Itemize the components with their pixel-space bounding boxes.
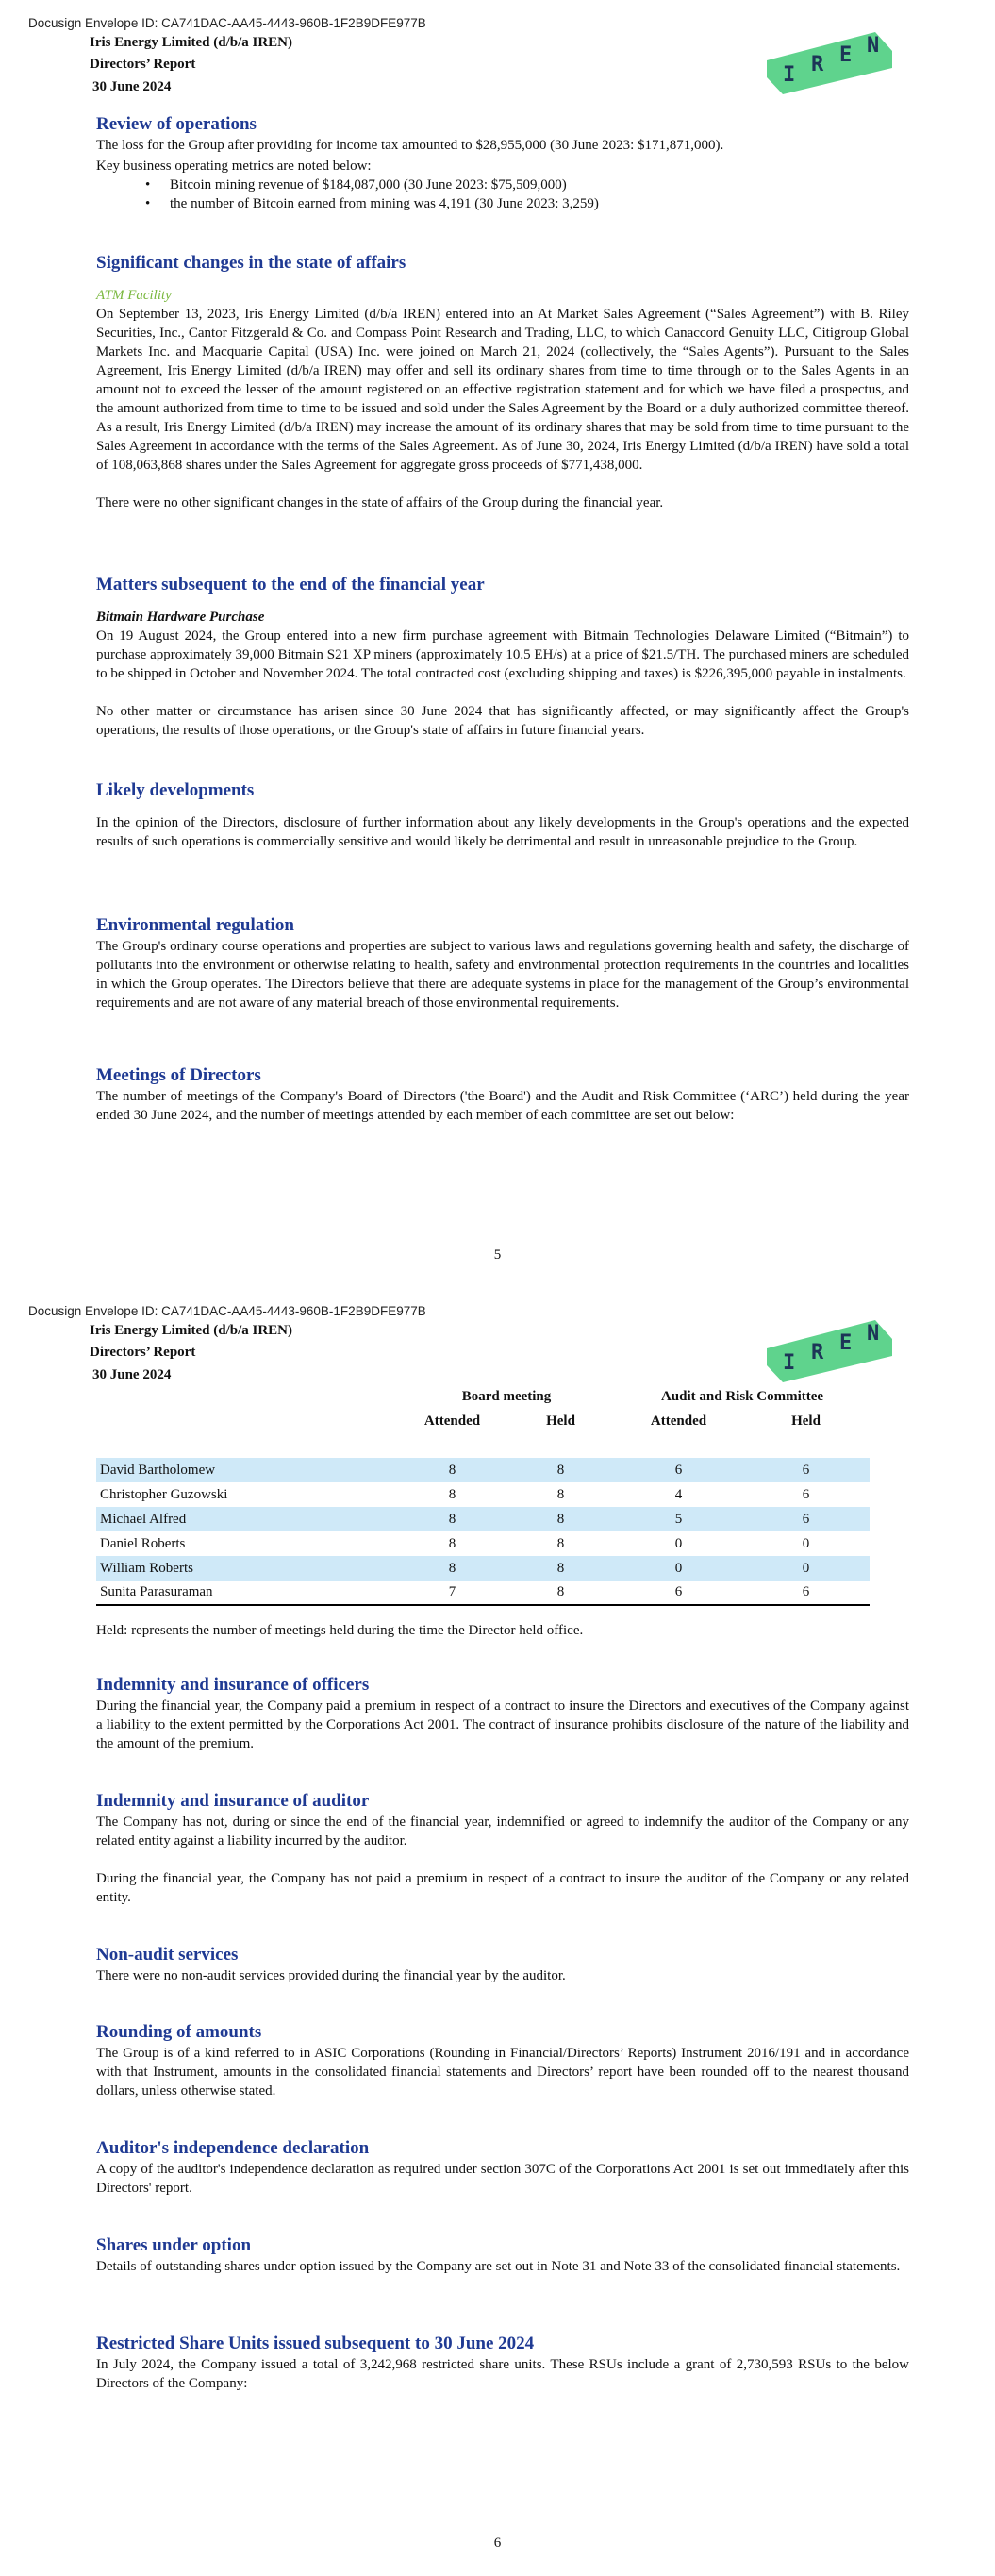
cell-value: 8: [506, 1556, 615, 1581]
director-name: Sunita Parasuraman: [96, 1581, 398, 1605]
table-row: [96, 1482, 870, 1507]
environment-heading: Environmental regulation: [96, 915, 294, 935]
table-row: [96, 1458, 870, 1482]
logo-letter-r: R: [811, 53, 824, 76]
col-header-arc-held: Held: [791, 1413, 821, 1429]
table-row: [96, 1581, 870, 1605]
meetings-heading: Meetings of Directors: [96, 1065, 261, 1085]
rsu-heading: Restricted Share Units issued subsequent to 30 June 2024: [96, 2333, 535, 2353]
iren-logo: [762, 32, 894, 96]
non-audit-text: There were no non-audit services provided during the financial year by the auditor.: [96, 1968, 566, 1983]
meetings-note: Held: represents the number of meetings held during the time the Director held office.: [96, 1623, 584, 1638]
changes-heading: Significant changes in the state of affairs: [96, 253, 406, 273]
shares-option-text: Details of outstanding shares under option issued by the Company are set out in Note 31 and Note 33 of the consolidated financial statements.: [96, 2259, 901, 2274]
rounding-text: The Group is of a kind referred to in ASIC Corporations (Rounding in Financial/Directors’ Reports) Instrument 2016/191 and in accordance with that Instrument, amounts in the consolidated financial statements and Directors’ report have been rounded off to the nearest thousand dollars, unless otherwise stated.: [96, 2046, 909, 2099]
report-title: Directors’ Report: [90, 1345, 196, 1360]
indemnity-auditor-text-2: During the financial year, the Company has not paid a premium in respect of a contract to insure the auditor of the Company or any related entity.: [96, 1871, 909, 1905]
list-item: • the number of Bitcoin earned from mining was 4,191 (30 June 2023: 3,259): [145, 194, 909, 213]
subsequent-section: [96, 574, 909, 740]
board-meeting-header: Board meeting: [461, 1388, 552, 1404]
indemnity-auditor-text-1: The Company has not, during or since the end of the financial year, indemnified or agreed to indemnify the auditor of the Company or any related entity against a liability incurred by the auditor.: [96, 1815, 909, 1848]
atm-facility-subheading: ATM Facility: [96, 288, 172, 303]
review-heading: Review of operations: [96, 114, 257, 134]
indemnity-auditor-section: [96, 1790, 909, 1907]
metrics-list: [145, 176, 909, 213]
cell-value: 0: [674, 1535, 683, 1551]
director-name: William Roberts: [96, 1556, 398, 1581]
meetings-table: [96, 1384, 870, 1606]
list-item: • Bitcoin mining revenue of $184,087,000 (30 June 2023: $75,509,000): [145, 176, 909, 194]
logo-letter-n: N: [867, 34, 880, 58]
bitmain-subheading: Bitmain Hardware Purchase: [96, 610, 265, 625]
atm-facility-text: On September 13, 2023, Iris Energy Limited (d/b/a IREN) entered into an At Market Sales Agreement (“Sales Agreement”) with B. Riley Securities, Inc., Cantor Fitzgerald & Co. and Compass Point Research and Trading, LLC, to which Canaccord Genuity LLC, Citigroup Global Markets Inc. and Macquarie Capital (USA) Inc. were joined on March 21, 2024 (collectively, the “Sales Agents”). Pursuant to the Sales Agreement, Iris Energy Limited (d/b/a IREN) may offer and sell its ordinary shares from time to time through or to the Sales Agents in an amount not to exceed the lesser of the amount registered on an effective registration statement and for which we have filed a prospectus, and the amount authorized from time to time to be issued and sold under the Sales Agreement by the Board or a duly authorized committee thereof. As a result, Iris Energy Limited (d/b/a IREN) may increase the amount of its ordinary shares that may be sold from time to time pursuant to the Sales Agreement in accordance with the terms of the Sales Agreement. As of June 30, 2024, Iris Energy Limited (d/b/a IREN) have sold a total of 108,063,868 shares under the Sales Agreement for aggregate gross proceeds of $771,438,000.: [96, 307, 909, 473]
page-number: 6: [493, 2535, 502, 2551]
likely-heading: Likely developments: [96, 780, 255, 800]
shares-option-section: [96, 2234, 909, 2276]
table-row: [96, 1531, 870, 1556]
subsequent-text: No other matter or circumstance has arisen since 30 June 2024 that has significantly affected, or may significantly affect the Group's operations, the results of those operations, or the Group's state of affairs in future financial years.: [96, 704, 909, 738]
col-header-arc-attended: Attended: [650, 1413, 707, 1429]
director-name: Daniel Roberts: [100, 1535, 186, 1551]
cell-value: 6: [615, 1458, 742, 1482]
non-audit-section: [96, 1944, 909, 1985]
meetings-text: The number of meetings of the Company's Board of Directors ('the Board') and the Audit and Risk Committee (‘ARC’) held during the year ended 30 June 2024, and the number of meetings attended by each member of each committee are set out below:: [96, 1089, 909, 1123]
page-number: 5: [493, 1247, 502, 1263]
shares-option-heading: Shares under option: [96, 2235, 252, 2255]
rounding-heading: Rounding of amounts: [96, 2022, 262, 2042]
indemnity-officers-heading: Indemnity and insurance of officers: [96, 1675, 370, 1695]
cell-value: 6: [802, 1486, 810, 1502]
cell-value: 6: [615, 1581, 742, 1605]
cell-value: 8: [506, 1458, 615, 1482]
cell-value: 0: [615, 1556, 742, 1581]
company-name: Iris Energy Limited (d/b/a IREN): [90, 1323, 293, 1338]
logo-letter-n: N: [867, 1322, 880, 1346]
logo-letter-e: E: [839, 43, 853, 67]
docusign-envelope-id: Docusign Envelope ID: CA741DAC-AA45-4443-960B-1F2B9DFE977B: [28, 16, 426, 30]
report-title: Directors’ Report: [90, 57, 196, 72]
cell-value: 0: [742, 1556, 870, 1581]
company-name: Iris Energy Limited (d/b/a IREN): [90, 35, 293, 50]
logo-letter-i: I: [783, 1351, 796, 1375]
review-section: [96, 113, 909, 213]
indemnity-officers-text: During the financial year, the Company paid a premium in respect of a contract to insure the Directors and executives of the Company against a liability to the extent permitted by the Corporations Act 2001. The contract of insurance prohibits disclosure of the nature of the liability and the amount of the premium.: [96, 1698, 909, 1751]
cell-value: 6: [742, 1507, 870, 1531]
auditor-independence-heading: Auditor's independence declaration: [96, 2138, 370, 2158]
subsequent-heading: Matters subsequent to the end of the financial year: [96, 575, 485, 594]
cell-value: 8: [556, 1535, 565, 1551]
director-name: Michael Alfred: [96, 1507, 398, 1531]
non-audit-heading: Non-audit services: [96, 1945, 239, 1965]
cell-value: 8: [506, 1507, 615, 1531]
indemnity-officers-section: [96, 1674, 909, 1753]
review-text: The loss for the Group after providing for income tax amounted to $28,955,000 (30 June 2023: $171,871,000).: [96, 138, 724, 153]
col-header-board-attended: Attended: [423, 1413, 481, 1429]
meetings-section: [96, 1064, 909, 1125]
cell-value: 8: [398, 1507, 506, 1531]
cell-value: 8: [448, 1486, 456, 1502]
auditor-independence-text: A copy of the auditor's independence declaration as required under section 307C of the Corporations Act 2001 is set out immediately after this Directors' report.: [96, 2162, 909, 2196]
auditor-independence-section: [96, 2137, 909, 2198]
cell-value: 4: [674, 1486, 683, 1502]
logo-letter-e: E: [839, 1331, 853, 1355]
logo-letter-i: I: [783, 63, 796, 87]
cell-value: 8: [506, 1581, 615, 1605]
director-name: Christopher Guzowski: [100, 1486, 228, 1502]
iren-logo: [762, 1320, 894, 1384]
table-row: [96, 1556, 870, 1581]
environment-text: The Group's ordinary course operations and properties are subject to various laws and regulations governing health and safety, the discharge of pollutants into the environment or otherwise relating to health, safety and environmental protection requirements in the countries and localities in which the Group operates. The Directors believe that there are adequate systems in place for the management of the Group’s environmental requirements and are not aware of any material breach of those environmental requirements.: [96, 939, 909, 1011]
metrics-intro: Key business operating metrics are noted below:: [96, 159, 372, 174]
rsu-text: In July 2024, the Company issued a total of 3,242,968 restricted share units. These RSUs include a grant of 2,730,593 RSUs to the below Directors of the Company:: [96, 2357, 909, 2391]
logo-letter-r: R: [811, 1341, 824, 1364]
report-date: 30 June 2024: [92, 1367, 172, 1382]
changes-text: There were no other significant changes in the state of affairs of the Group during the financial year.: [96, 495, 664, 510]
likely-section: [96, 779, 909, 851]
col-header-board-held: Held: [546, 1413, 575, 1429]
director-name: David Bartholomew: [96, 1458, 398, 1482]
cell-value: 7: [398, 1581, 506, 1605]
environment-section: [96, 914, 909, 1012]
cell-value: 8: [556, 1486, 565, 1502]
cell-value: 8: [398, 1458, 506, 1482]
likely-text: In the opinion of the Directors, disclosure of further information about any likely developments in the Group's operations and the expected results of such operations is commercially sensitive and would likely be detrimental and result in unreasonable prejudice to the Group.: [96, 815, 909, 849]
rounding-section: [96, 2021, 909, 2100]
indemnity-auditor-heading: Indemnity and insurance of auditor: [96, 1791, 370, 1811]
arc-header: Audit and Risk Committee: [660, 1388, 824, 1404]
cell-value: 6: [742, 1581, 870, 1605]
cell-value: 8: [448, 1535, 456, 1551]
bitmain-text: On 19 August 2024, the Group entered into a new firm purchase agreement with Bitmain Technologies Delaware Limited (“Bitmain”) to purchase approximately 39,000 Bitmain S21 XP miners (approximately 10.5 EH/s) at a price of $21.5/TH. The purchased miners are scheduled to be shipped in October and November 2024. The total contracted cost (excluding shipping and taxes) is $226,395,000 payable in instalments.: [96, 628, 909, 681]
cell-value: 5: [615, 1507, 742, 1531]
rsu-section: [96, 2333, 909, 2393]
cell-value: 6: [742, 1458, 870, 1482]
cell-value: 8: [398, 1556, 506, 1581]
table-row: [96, 1507, 870, 1531]
cell-value: 0: [802, 1535, 810, 1551]
report-date: 30 June 2024: [92, 79, 172, 94]
changes-section: [96, 252, 909, 512]
docusign-envelope-id: Docusign Envelope ID: CA741DAC-AA45-4443-960B-1F2B9DFE977B: [28, 1304, 426, 1318]
